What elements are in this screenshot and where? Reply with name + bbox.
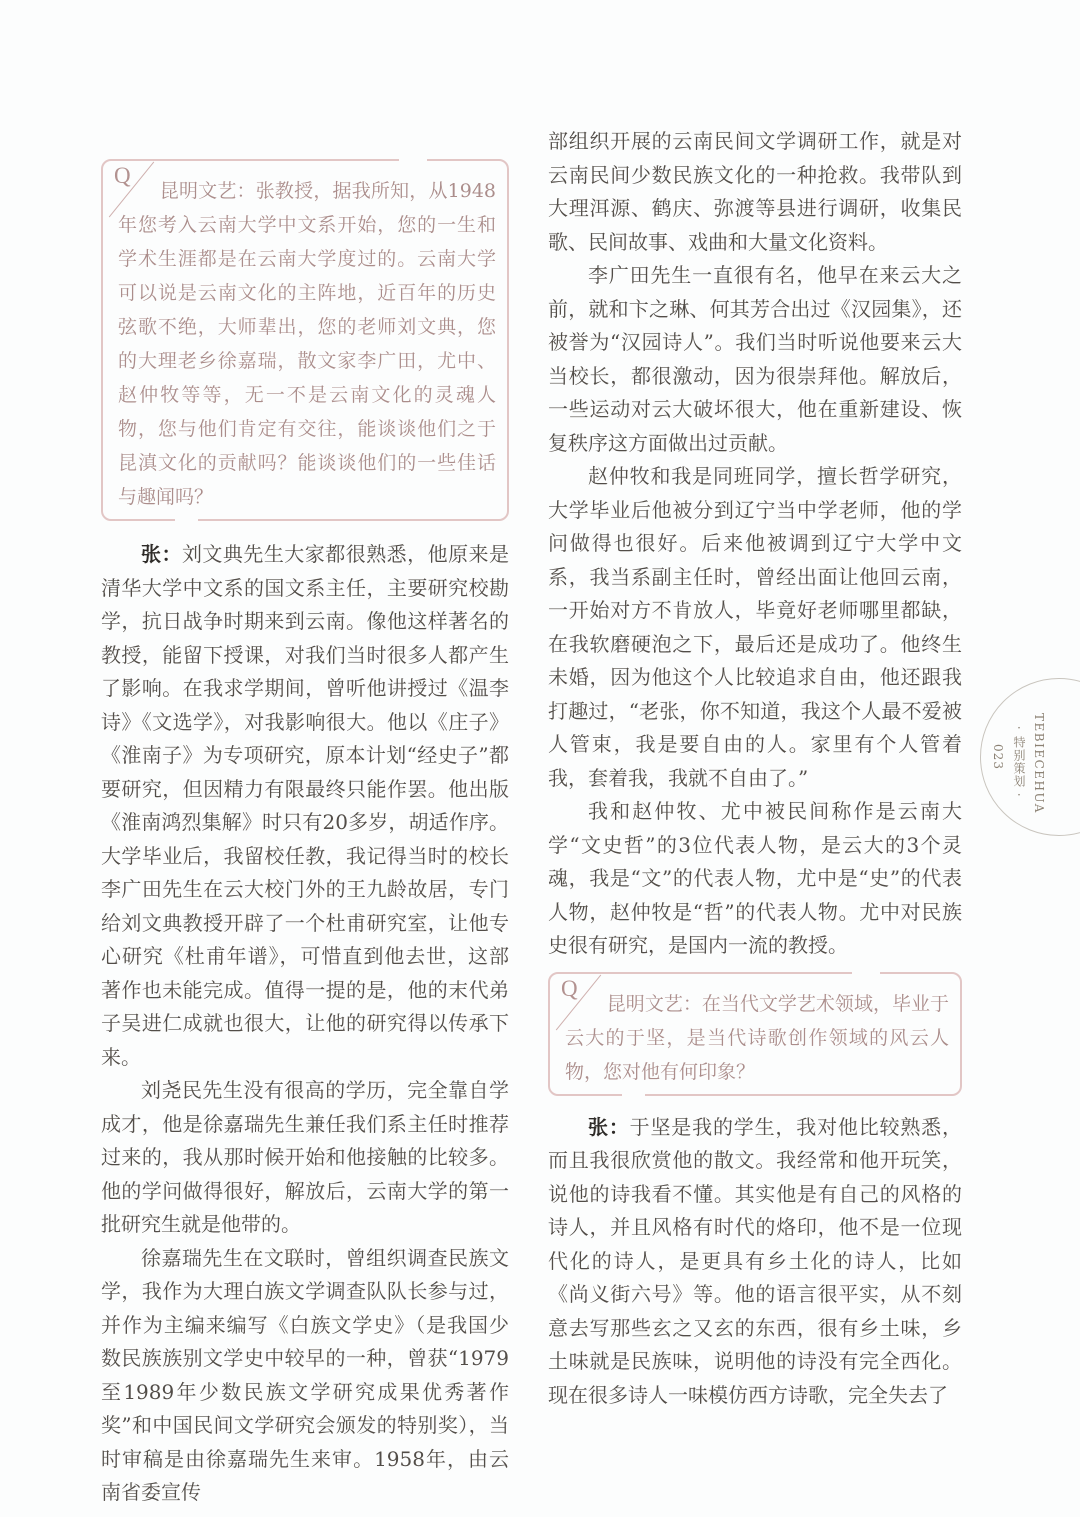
question-box-2 [548,972,962,1096]
section-title-latin: TEBIECEHUA [1032,713,1046,814]
answer-paragraph: 赵仲牧和我是同班同学，擅长哲学研究，大学毕业后他被分到辽宁当中学老师，他的学问做得也很好。后来他被调到辽宁大学中文系，我当系副主任时，曾经出面让他回云南，一开始对方不肯放人，毕竟好老师哪里都缺，在我软磨硬泡之下，最后还是成功了。他终生未婚，因为他这个人比较追求自由，他还跟我打趣过，“老张，你不知道，我这个人最不爱被人管束，我是要自由的人。家里有个人管着我，套着我，我就不自由了。” [548,464,962,790]
border-notch [852,971,880,976]
answer-paragraph [548,1111,962,1413]
answer-paragraph: 徐嘉瑞先生在文联时，曾组织调查民族文学，我作为大理白族文学调查队队长参与过，并作为主编来编写《白族文学史》（是我国少数民族族别文学史中较早的一种，曾获“1979至1989年少数民族文学研究成果优秀著作奖”和中国民间文学研究会颁发的特别奖），当时审稿是由徐嘉瑞先生来审。1958年，由云南省委宣传 [101,1245,509,1504]
question-1-text: 昆明文艺：张教授，据我所知，从1948年您考入云南大学中文系开始，您的一生和学术生涯都是在云南大学度过的。云南大学可以说是云南文化的主阵地，近百年的历史弦歌不绝，大师辈出，您的老师刘文典，您的大理老乡徐嘉瑞，散文家李广田，尤中、赵仲牧等等，无一不是云南文化的灵魂人物，您与他们肯定有交往，能谈谈他们之于昆滇文化的贡献吗？能谈谈他们的一些佳话与趣闻吗？ [118,180,496,508]
answer-paragraph [101,538,509,1074]
answer-paragraph: 刘尧民先生没有很高的学历，完全靠自学成才，他是徐嘉瑞先生兼任我们系主任时推荐过来的，我从那时候开始和他接触的比较多。他的学问做得很好，解放后，云南大学的第一批研究生就是他带的。 [101,1078,509,1236]
paragraph-text: 刘文典先生大家都很熟悉，他原来是清华大学中文系的国文系主任，主要研究校勘学，抗日战争时期来到云南。像他这样著名的教授，能留下授课，对我们当时很多人都产生了影响。在我求学期间，曾听他讲授过《温李诗》《文选学》，对我影响很大。他以《庄子》《淮南子》为专项研究，原本计划“经史子”都要研究，但因精力有限最终只能作罢。他出版《淮南鸿烈集解》时只有20多岁，胡适作序。大学毕业后，我留校任教，我记得当时的校长李广田先生在云大校门外的王九龄故居，专门给刘文典教授开辟了一个杜甫研究室，让他专心研究《杜甫年谱》，可惜直到他去世，这部著作也未能完成。值得一提的是，他的末代弟子吴进仁成就也很大，让他的研究得以传承下来。 [101,542,510,1069]
right-column [548,125,962,1412]
answer-paragraph: 我和赵仲牧、尤中被民间称作是云南大学“文史哲”的3位代表人物，是云大的3个灵魂，我是“文”的代表人物，尤中是“史”的代表人物，赵仲牧是“哲”的代表人物。尤中对民族史很有研究，是国内一流的教授。 [548,799,962,957]
question-box-1 [101,159,509,521]
page-number: 023 [991,744,1005,770]
question-2-text: 昆明文艺：在当代文学艺术领域，毕业于云大的于坚，是当代诗歌创作领域的风云人物，您对他有何印象？ [565,992,949,1083]
border-notch [175,517,198,522]
answer-paragraph-continued: 部组织开展的云南民间文学调研工作，就是对云南民间少数民族文化的一种抢救。我带队到大理洱源、鹤庆、弥渡等县进行调研，收集民歌、民间故事、戏曲和大量文化资料。 [548,129,962,254]
paragraph-text: 于坚是我的学生，我对他比较熟悉，而且我很欣赏他的散文。我经常和他开玩笑，说他的诗我看不懂。其实他是有自己的风格的诗人，并且风格有时代的烙印，他不是一位现代化的诗人，是更具有乡土化的诗人，比如《尚义街六号》等。他的语言很平实，从不刻意去写那些玄之又玄的东西，很有乡土味，乡土味就是民族味，说明他的诗没有完全西化。现在很多诗人一味模仿西方诗歌，完全失去了 [548,1114,963,1407]
speaker-label: 张： [141,542,182,566]
left-column [101,159,509,1510]
q-icon: Q [561,975,578,1001]
border-notch [622,1092,645,1097]
speaker-label: 张： [588,1114,630,1139]
section-title-cjk: ·特别策划· [1012,721,1026,803]
border-notch [399,158,427,163]
answer-paragraph: 李广田先生一直很有名，他早在来云大之前，就和卞之琳、何其芳合出过《汉园集》，还被誉为“汉园诗人”。我们当时听说他要来云大当校长，都很激动，因为很崇拜他。解放后，一些运动对云大破坏很大，他在重新建设、恢复秩序这方面做出过贡献。 [548,263,962,455]
q-icon: Q [114,163,131,188]
